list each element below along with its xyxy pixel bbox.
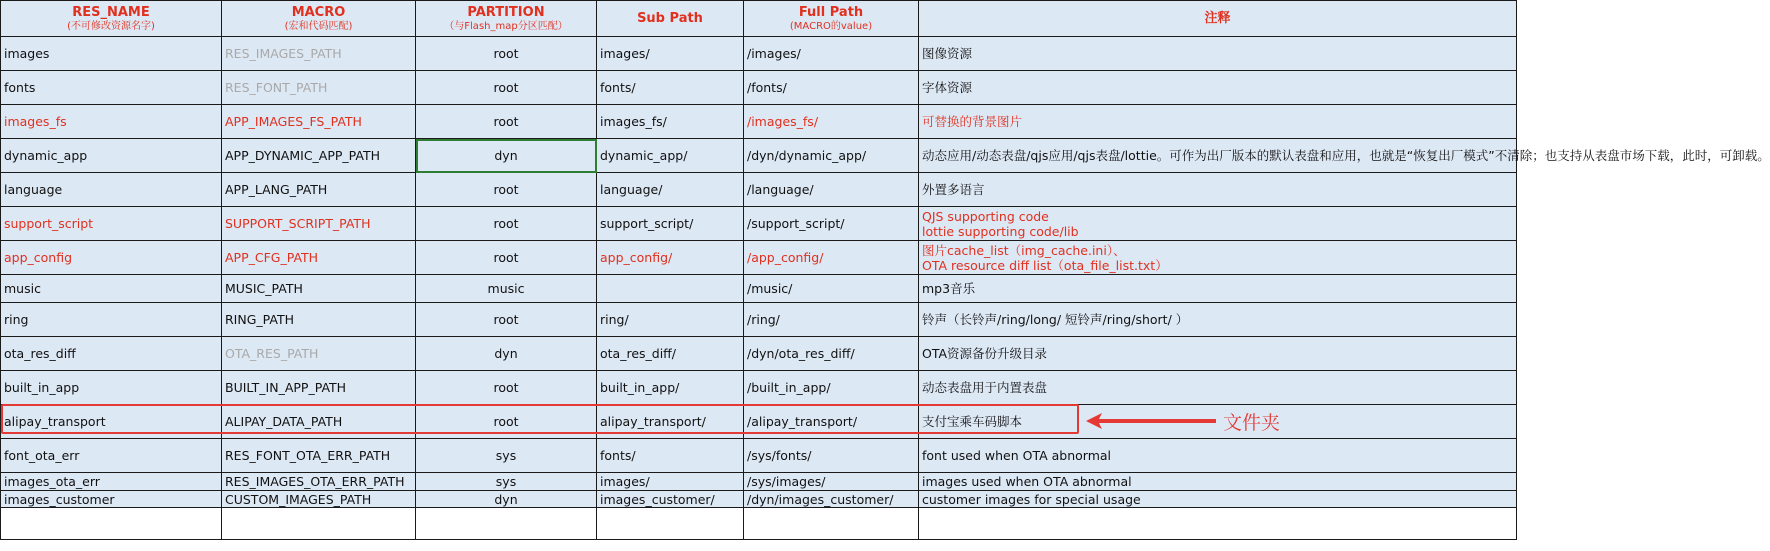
cell-sub-path[interactable]: language/ (597, 173, 744, 207)
cell-macro[interactable]: RES_FONT_PATH (222, 71, 416, 105)
cell-partition[interactable]: dyn (416, 337, 597, 371)
cell-res-name[interactable]: fonts (1, 71, 222, 105)
empty-cell[interactable] (597, 508, 744, 540)
cell-sub-path[interactable]: dynamic_app/ (597, 139, 744, 173)
cell-note[interactable]: 可替换的背景图片 (919, 105, 1517, 139)
cell-full-path[interactable]: /sys/images/ (744, 473, 919, 491)
empty-row (1, 508, 1517, 540)
note-line: QJS supporting code (922, 208, 1049, 224)
table-row (1, 439, 1517, 473)
cell-macro[interactable]: RES_IMAGES_OTA_ERR_PATH (222, 473, 416, 491)
cell-macro[interactable]: RING_PATH (222, 303, 416, 337)
cell-sub-path[interactable]: images_fs/ (597, 105, 744, 139)
empty-cell[interactable] (416, 508, 597, 540)
cell-partition[interactable]: root (416, 241, 597, 275)
table-row (1, 303, 1517, 337)
table-row (1, 173, 1517, 207)
note-line: lottie supporting code/lib (922, 223, 1079, 239)
cell-partition[interactable]: music (416, 275, 597, 303)
header-sub-path[interactable]: Sub Path (597, 1, 744, 37)
cell-res-name[interactable]: images_ota_err (1, 473, 222, 491)
cell-res-name[interactable]: ota_res_diff (1, 337, 222, 371)
cell-full-path[interactable]: /alipay_transport/ (744, 405, 919, 439)
cell-full-path[interactable]: /language/ (744, 173, 919, 207)
header-macro[interactable]: MACRO (宏和代码匹配) (222, 1, 416, 37)
header-partition[interactable]: PARTITION （与Flash_map分区匹配） (416, 1, 597, 37)
cell-partition[interactable]: root (416, 173, 597, 207)
cell-res-name[interactable]: images_customer (1, 491, 222, 508)
table-row (1, 241, 1517, 275)
cell-full-path[interactable]: /images/ (744, 37, 919, 71)
cell-full-path[interactable]: /music/ (744, 275, 919, 303)
cell-partition[interactable]: root (416, 207, 597, 241)
cell-partition[interactable]: root (416, 405, 597, 439)
table-row (1, 207, 1517, 241)
empty-cell[interactable] (1, 508, 222, 540)
cell-note[interactable]: images used when OTA abnormal (919, 473, 1517, 491)
cell-res-name[interactable]: music (1, 275, 222, 303)
cell-note[interactable]: 动态应用/动态表盘/qjs应用/qjs表盘/lottie。可作为出厂版本的默认表盘和应用，也就是“恢复出厂模式”不清除；也支持从表盘市场下载，此时，可卸载。 (919, 139, 1517, 173)
cell-full-path[interactable]: /dyn/dynamic_app/ (744, 139, 919, 173)
cell-sub-path[interactable]: built_in_app/ (597, 371, 744, 405)
cell-macro[interactable]: APP_CFG_PATH (222, 241, 416, 275)
cell-partition[interactable]: root (416, 105, 597, 139)
cell-note[interactable]: 动态表盘用于内置表盘 (919, 371, 1517, 405)
cell-partition[interactable]: root (416, 37, 597, 71)
cell-macro[interactable]: APP_IMAGES_FS_PATH (222, 105, 416, 139)
table-row (1, 37, 1517, 71)
note-line: 图片cache_list（img_cache.ini）、 (922, 242, 1126, 258)
cell-full-path[interactable]: /support_script/ (744, 207, 919, 241)
cell-note[interactable]: 铃声（长铃声/ring/long/ 短铃声/ring/short/ ） (919, 303, 1517, 337)
cell-res-name[interactable]: dynamic_app (1, 139, 222, 173)
cell-full-path[interactable]: /fonts/ (744, 71, 919, 105)
annotation-label: 文件夹 (1223, 412, 1281, 434)
cell-sub-path[interactable]: fonts/ (597, 439, 744, 473)
cell-res-name[interactable]: ring (1, 303, 222, 337)
cell-full-path[interactable]: /sys/fonts/ (744, 439, 919, 473)
cell-note[interactable]: 外置多语言 (919, 173, 1517, 207)
empty-cell[interactable] (222, 508, 416, 540)
cell-res-name[interactable]: images (1, 37, 222, 71)
cell-full-path[interactable]: /dyn/images_customer/ (744, 491, 919, 508)
cell-partition[interactable]: root (416, 371, 597, 405)
table-row (1, 371, 1517, 405)
table-row (1, 71, 1517, 105)
table-row-highlighted (1, 405, 1517, 439)
cell-partition[interactable]: root (416, 71, 597, 105)
cell-macro[interactable]: RES_FONT_OTA_ERR_PATH (222, 439, 416, 473)
cell-partition[interactable]: dyn (416, 491, 597, 508)
cell-sub-path[interactable]: images/ (597, 37, 744, 71)
cell-sub-path[interactable]: images_customer/ (597, 491, 744, 508)
cell-note[interactable]: customer images for special usage (919, 491, 1517, 508)
cell-sub-path[interactable]: support_script/ (597, 207, 744, 241)
cell-macro[interactable]: ALIPAY_DATA_PATH (222, 405, 416, 439)
cell-macro[interactable]: BUILT_IN_APP_PATH (222, 371, 416, 405)
header-full-path[interactable]: Full Path (MACRO的value) (744, 1, 919, 37)
cell-res-name[interactable]: app_config (1, 241, 222, 275)
cell-sub-path[interactable] (597, 275, 744, 303)
table-row (1, 337, 1517, 371)
cell-note[interactable]: mp3音乐 (919, 275, 1517, 303)
cell-macro[interactable]: MUSIC_PATH (222, 275, 416, 303)
cell-full-path[interactable]: /dyn/ota_res_diff/ (744, 337, 919, 371)
cell-note[interactable]: 图像资源 (919, 37, 1517, 71)
cell-macro[interactable]: OTA_RES_PATH (222, 337, 416, 371)
cell-full-path[interactable]: /ring/ (744, 303, 919, 337)
cell-res-name[interactable]: language (1, 173, 222, 207)
header-row (1, 1, 1517, 37)
cell-res-name[interactable]: font_ota_err (1, 439, 222, 473)
cell-macro[interactable]: APP_LANG_PATH (222, 173, 416, 207)
note-line: OTA resource diff list（ota_file_list.txt） (922, 257, 1168, 273)
cell-sub-path[interactable]: app_config/ (597, 241, 744, 275)
cell-res-name[interactable]: support_script (1, 207, 222, 241)
cell-partition[interactable]: sys (416, 439, 597, 473)
cell-res-name[interactable]: alipay_transport (1, 405, 222, 439)
cell-partition[interactable]: root (416, 303, 597, 337)
cell-sub-path[interactable]: ring/ (597, 303, 744, 337)
cell-full-path[interactable]: /app_config/ (744, 241, 919, 275)
cell-macro[interactable]: SUPPORT_SCRIPT_PATH (222, 207, 416, 241)
table-row (1, 491, 1517, 508)
cell-res-name[interactable]: images_fs (1, 105, 222, 139)
empty-cell[interactable] (919, 508, 1517, 540)
table-row (1, 139, 1517, 173)
cell-sub-path[interactable]: alipay_transport/ (597, 405, 744, 439)
cell-sub-path[interactable]: fonts/ (597, 71, 744, 105)
cell-full-path[interactable]: /images_fs/ (744, 105, 919, 139)
cell-note[interactable] (919, 207, 1517, 241)
cell-note[interactable]: 支付宝乘车码脚本 (919, 405, 1517, 439)
cell-macro[interactable]: RES_IMAGES_PATH (222, 37, 416, 71)
cell-partition[interactable]: sys (416, 473, 597, 491)
header-note[interactable]: 注释 (919, 1, 1517, 37)
cell-partition-selected[interactable]: dyn (416, 139, 597, 173)
cell-macro[interactable]: APP_DYNAMIC_APP_PATH (222, 139, 416, 173)
cell-note[interactable]: OTA资源备份升级目录 (919, 337, 1517, 371)
table-row (1, 105, 1517, 139)
cell-note[interactable]: font used when OTA abnormal (919, 439, 1517, 473)
cell-res-name[interactable]: built_in_app (1, 371, 222, 405)
cell-note[interactable]: 字体资源 (919, 71, 1517, 105)
empty-cell[interactable] (744, 508, 919, 540)
cell-sub-path[interactable]: images/ (597, 473, 744, 491)
cell-macro[interactable]: CUSTOM_IMAGES_PATH (222, 491, 416, 508)
table-row (1, 275, 1517, 303)
header-res-name[interactable]: RES_NAME (不可修改资源名字) (1, 1, 222, 37)
arrow-left-icon (1086, 412, 1216, 430)
table-row (1, 473, 1517, 491)
cell-full-path[interactable]: /built_in_app/ (744, 371, 919, 405)
cell-note[interactable] (919, 241, 1517, 275)
cell-sub-path[interactable]: ota_res_diff/ (597, 337, 744, 371)
